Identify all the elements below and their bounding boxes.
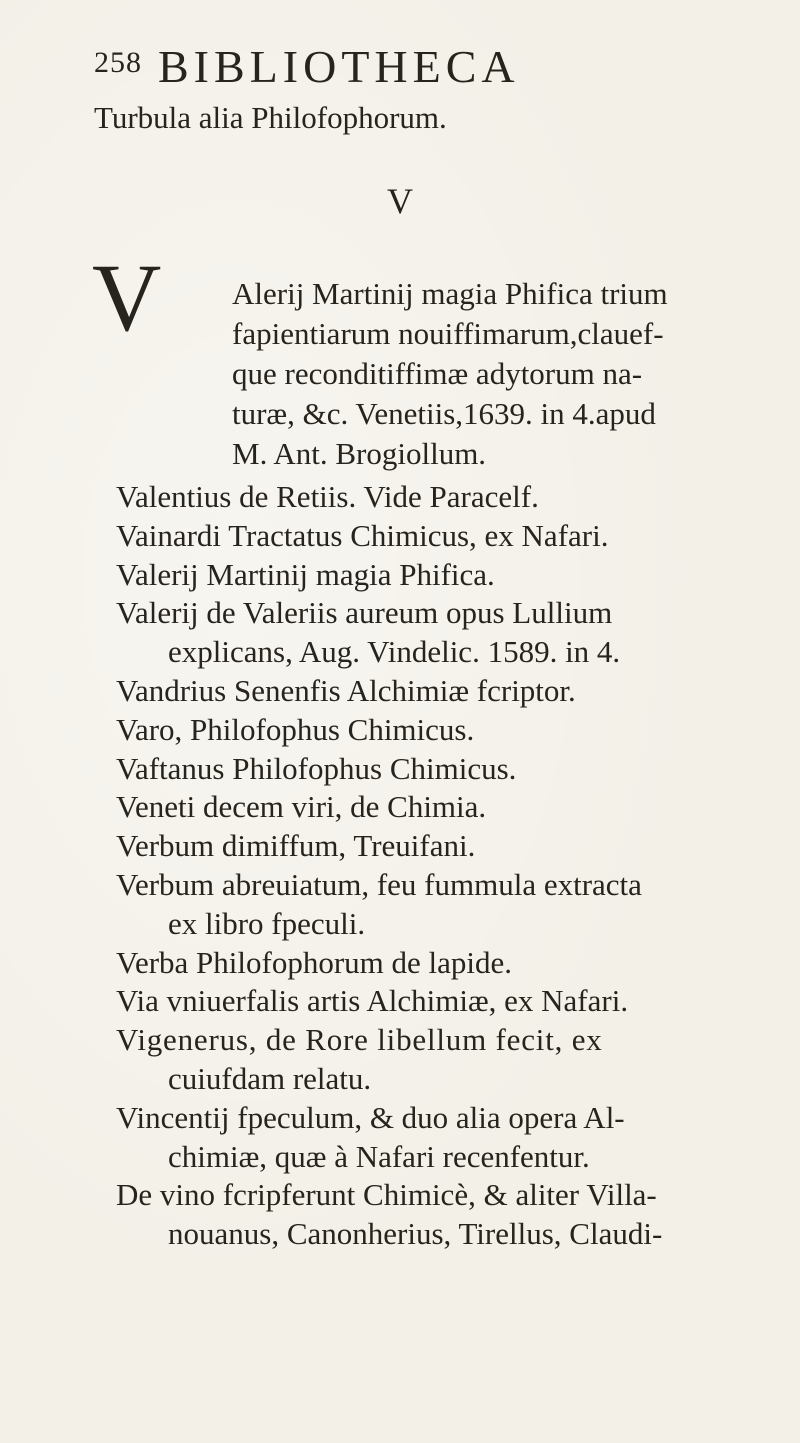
entry-line: Vigenerus, de Rore libellum fecit, ex bbox=[116, 1022, 603, 1058]
entry-line: Valentius de Retiis. Vide Paracelf. bbox=[116, 479, 539, 514]
running-head: BIBLIOTHECA bbox=[158, 41, 520, 92]
first-entry-line: fapientiarum nouiffimarum,clauef- bbox=[232, 316, 664, 351]
entry bbox=[116, 711, 776, 750]
page-number: 258 bbox=[94, 46, 142, 79]
entry bbox=[116, 556, 776, 595]
entry bbox=[116, 594, 776, 672]
entry-line: Veneti decem viri, de Chimia. bbox=[116, 789, 487, 825]
entry bbox=[116, 788, 776, 827]
entry-line: Verbum dimiffum, Treuifani. bbox=[116, 828, 476, 864]
entry-line: Varo, Philofophus Chimicus. bbox=[116, 711, 475, 747]
entry-line: Verba Philofophorum de lapide. bbox=[116, 944, 513, 980]
entry bbox=[116, 982, 776, 1021]
entry-line: Vaftanus Philofophus Chimicus. bbox=[116, 750, 517, 786]
entry bbox=[116, 672, 776, 711]
entry-line: Vainardi Tractatus Chimicus, ex Nafari. bbox=[116, 517, 609, 553]
first-entry-line: M. Ant. Brogiollum. bbox=[232, 436, 487, 471]
entry-line: Verbum abreuiatum, feu fummula extracta bbox=[116, 866, 642, 902]
entry bbox=[116, 478, 776, 517]
first-entry-line: que reconditiffimæ adytorum na- bbox=[232, 356, 643, 391]
entry bbox=[116, 1176, 776, 1254]
first-entry-line: turæ, &c. Venetiis,1639. in 4.apud bbox=[232, 396, 656, 431]
entry-line: Valerij de Valeriis aureum opus Lullium bbox=[116, 595, 613, 631]
entry bbox=[116, 750, 776, 789]
entry bbox=[116, 517, 776, 556]
entry-continuation-line: explicans, Aug. Vindelic. 1589. in 4. bbox=[168, 634, 621, 670]
entry bbox=[116, 944, 776, 983]
entry-line: De vino fcripferunt Chimicè, & aliter Villa- bbox=[116, 1177, 657, 1213]
entry-line: Valerij Martinij magia Phifica. bbox=[116, 556, 495, 592]
section-letter: V bbox=[387, 181, 413, 221]
entry-line: Vincentij fpeculum, & duo alia opera Al- bbox=[116, 1099, 625, 1135]
entry-continuation-line: ex libro fpeculi. bbox=[168, 905, 366, 941]
entry bbox=[116, 866, 776, 944]
entry-list bbox=[116, 478, 776, 1254]
page-header bbox=[94, 40, 714, 100]
entry bbox=[116, 827, 776, 866]
entry-continuation-line: cuiufdam relatu. bbox=[168, 1060, 372, 1096]
entry-continuation-line: nouanus, Canonherius, Tirellus, Claudi- bbox=[168, 1216, 663, 1252]
section-subheading: Turbula alia Philofophorum. bbox=[94, 100, 447, 135]
entry bbox=[116, 1021, 776, 1099]
first-entry-line: Alerij Martinij magia Phifica trium bbox=[232, 276, 668, 311]
first-entry bbox=[232, 274, 762, 474]
entry bbox=[116, 1099, 776, 1177]
drop-cap: V bbox=[92, 244, 162, 351]
entry-line: Via vniuerfalis artis Alchimiæ, ex Nafari. bbox=[116, 983, 629, 1019]
entry-continuation-line: chimiæ, quæ à Nafari recenfentur. bbox=[168, 1138, 590, 1174]
entry-line: Vandrius Senenfis Alchimiæ fcriptor. bbox=[116, 672, 576, 708]
